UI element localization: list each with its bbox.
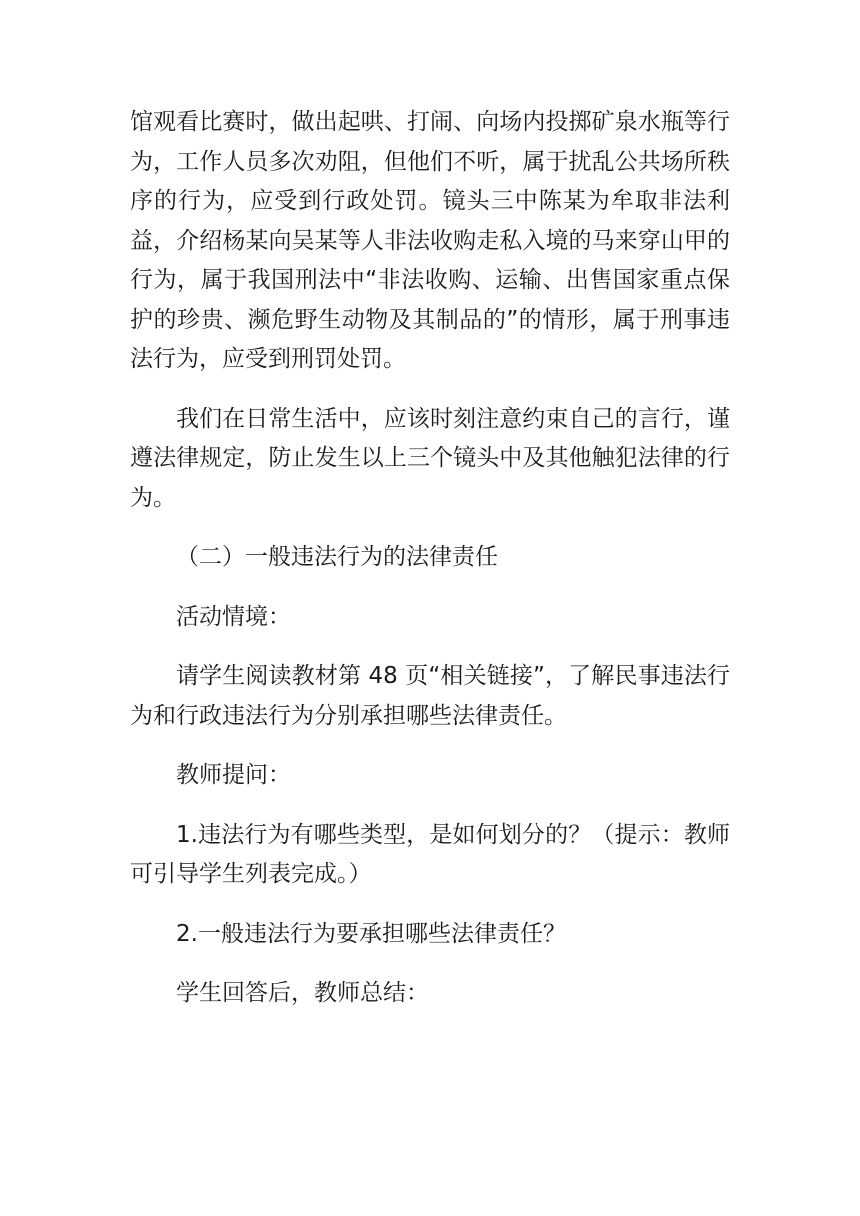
paragraph-daily-life: 我们在日常生活中，应该时刻注意约束自己的言行，谨遵法律规定，防止发生以上三个镜头中及其他触犯法律的行为。 (130, 405, 730, 511)
activity-label: 活动情境： (176, 603, 291, 630)
section-heading: （二）一般违法行为的法律责任 (176, 544, 498, 570)
summary-label: 学生回答后，教师总结： (176, 980, 429, 1006)
question-1: 1.违法行为有哪些类型，是如何划分的？（提示：教师可引导学生列表完成。） (130, 821, 730, 887)
document-page (130, 103, 730, 1034)
teacher-question-label: 教师提问： (176, 762, 291, 788)
paragraph-continuation: 馆观看比赛时，做出起哄、打闹、向场内投掷矿泉水瓶等行为，工作人员多次劝阻，但他们不听，属于扰乱公共场所秩序的行为，应受到行政处罚。镜头三中陈某为牟取非法利益，介绍杨某向吴某等人非法收购走私入境的马来穿山甲的行为，属于我国刑法中“非法收购、运输、出售国家重点保护的珍贵、濒危野生动物及其制品的”的情形，属于刑事违法行为，应受到刑罚处罚。 (130, 109, 730, 372)
paragraph-activity: 请学生阅读教材第 48 页“相关链接”，了解民事违法行为和行政违法行为分别承担哪些法律责任。 (130, 663, 730, 729)
question-2: 2.一般违法行为要承担哪些法律责任？ (176, 920, 566, 947)
